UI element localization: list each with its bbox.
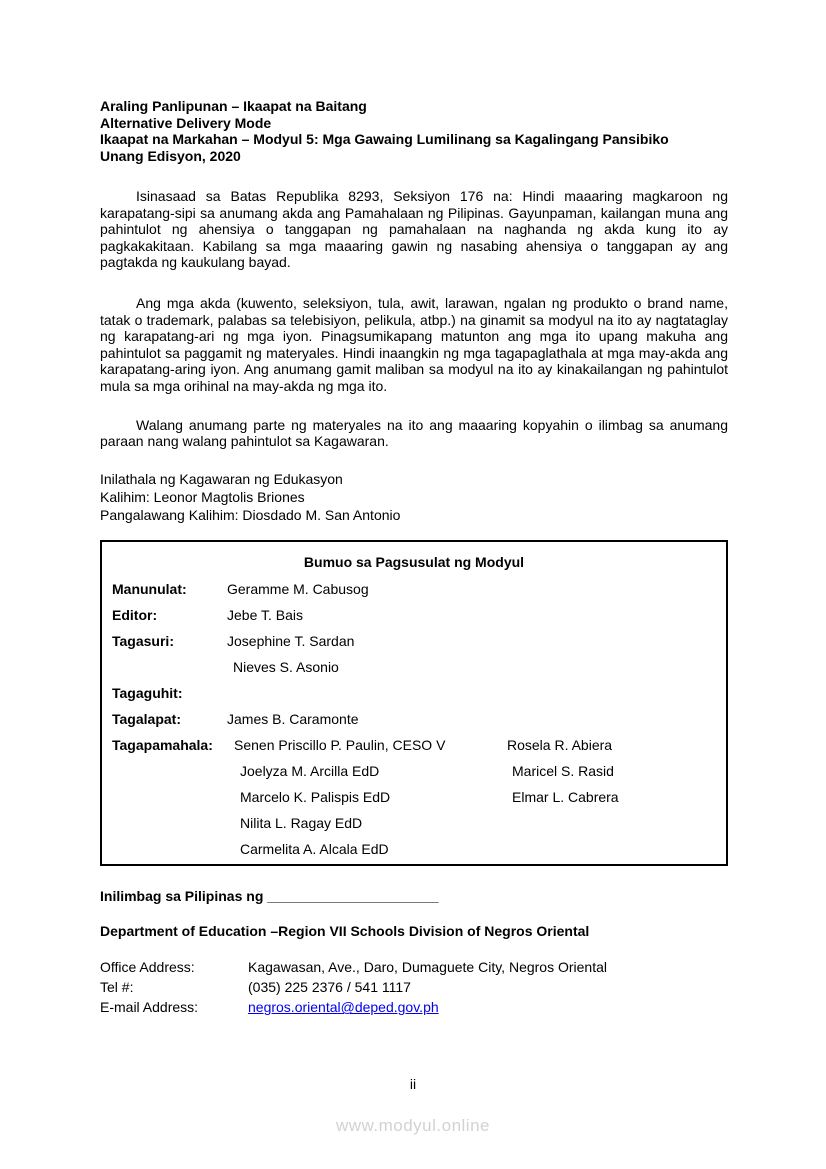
- credits-value: [227, 680, 512, 706]
- credits-row-management-4: [112, 810, 716, 836]
- contact-row-telephone: [100, 977, 728, 997]
- credits-value-secondary: Rosela R. Abiera: [507, 737, 613, 754]
- credits-label: Manunulat:: [112, 581, 187, 598]
- credits-value-secondary: [512, 680, 716, 706]
- credits-row-reviewer: [112, 628, 716, 654]
- division-title: Department of Education –Region VII Schools Division of Negros Oriental: [100, 923, 590, 940]
- contact-row-office-address: [100, 957, 728, 977]
- credits-value: Marcelo K. Palispis EdD: [240, 789, 391, 806]
- credits-value: Josephine T. Sardan: [227, 633, 355, 650]
- credits-row-writer: [112, 576, 716, 602]
- credits-value-secondary: [512, 576, 716, 602]
- credits-value-secondary: [512, 628, 716, 654]
- printed-in-label: Inilimbag sa Pilipinas ng: [100, 888, 268, 905]
- email-link[interactable]: negros.oriental@deped.gov.ph: [248, 999, 439, 1016]
- printed-in-line: [100, 888, 728, 905]
- credits-value: Nieves S. Asonio: [233, 659, 339, 676]
- credits-value: James B. Caramonte: [227, 711, 359, 728]
- publisher-block: [100, 470, 728, 524]
- credits-value: Joelyza M. Arcilla EdD: [240, 763, 380, 780]
- credits-value-secondary: [512, 654, 716, 680]
- credits-label: [112, 810, 227, 836]
- credits-label: Tagapamahala:: [112, 737, 213, 754]
- contact-value: Kagawasan, Ave., Daro, Dumaguete City, Negros Oriental: [248, 959, 607, 976]
- credits-label: Editor:: [112, 607, 158, 624]
- credits-row-management-5: [112, 836, 716, 862]
- credits-rows: [112, 576, 716, 862]
- credits-value: Carmelita A. Alcala EdD: [240, 841, 389, 858]
- printed-in-blank: ______________________: [267, 888, 439, 905]
- credits-value-secondary: [512, 810, 716, 836]
- credits-value-secondary: [512, 602, 716, 628]
- credits-value-secondary: [512, 706, 716, 732]
- credits-row-management: [112, 732, 716, 758]
- delivery-mode-line: Alternative Delivery Mode: [100, 114, 272, 131]
- credits-label: Tagalapat:: [112, 711, 181, 728]
- works-paragraph: Ang mga akda (kuwento, seleksiyon, tula, awit, larawan, ngalan ng produkto o brand name, tatak o trademark, palabas sa telebisiyon, pelikula, atbp.) na ginamit sa modyul na ito ay nagtataglay ng karapatang-ari ng mga iyon. Pinagsumikapang matunton ang mga ito upang makuha ang pahintulot sa paggamit ng materyales. Hindi inaangkin ng mga tagapaglathala at mga may-akda ang karapatang-aring iyon. Ang anumang gamit maliban sa modyul na ito ay kinakailangan ng pahintulot mula sa mga orihinal na may-akda ng mga ito.: [100, 294, 728, 394]
- credits-label: [112, 836, 227, 862]
- undersecretary-line: Pangalawang Kalihim: Diosdado M. San Antonio: [100, 506, 401, 523]
- page-content: [100, 98, 728, 1017]
- credits-value-secondary: [512, 836, 716, 862]
- credits-label: Tagasuri:: [112, 633, 174, 650]
- page-number: ii: [409, 1076, 417, 1092]
- document-header: [100, 98, 728, 164]
- contact-block: [100, 957, 728, 1017]
- contact-label: E-mail Address:: [100, 999, 199, 1016]
- credits-box: [100, 540, 728, 867]
- credits-label: [112, 758, 227, 784]
- subject-grade-line: Araling Panlipunan – Ikaapat na Baitang: [100, 98, 367, 114]
- credits-value-secondary: Maricel S. Rasid: [512, 763, 614, 780]
- secretary-line: Kalihim: Leonor Magtolis Briones: [100, 488, 305, 505]
- credits-value: Geramme M. Cabusog: [227, 581, 369, 598]
- credits-label: [112, 784, 227, 810]
- watermark: www.modyul.online: [335, 1116, 490, 1135]
- credits-label: [112, 654, 227, 680]
- credits-label: Tagaguhit:: [112, 685, 183, 702]
- contact-label: Tel #:: [100, 979, 134, 996]
- credits-value: Jebe T. Bais: [227, 607, 304, 624]
- permission-paragraph: Walang anumang parte ng materyales na ito ang maaaring kopyahin o ilimbag sa anumang paraan nang walang pahintulot sa Kagawaran.: [100, 416, 728, 450]
- credits-value: Nilita L. Ragay EdD: [240, 815, 363, 832]
- module-title-line: Ikaapat na Markahan – Modyul 5: Mga Gawaing Lumilinang sa Kagalingang Pansibiko: [100, 131, 669, 147]
- credits-row-layout-artist: [112, 706, 716, 732]
- edition-line: Unang Edisyon, 2020: [100, 147, 241, 164]
- credits-row-illustrator: [112, 680, 716, 706]
- credits-row-management-2: [112, 758, 716, 784]
- contact-label: Office Address:: [100, 959, 195, 976]
- credits-row-management-3: [112, 784, 716, 810]
- credits-value-secondary: Elmar L. Cabrera: [512, 789, 619, 806]
- credits-row-reviewer-2: [112, 654, 716, 680]
- credits-title: Bumuo sa Pagsusulat ng Modyul: [303, 553, 525, 570]
- copyright-paragraph: Isinasaad sa Batas Republika 8293, Seksiyon 176 na: Hindi maaaring magkaroon ng karapatang-sipi sa anumang akda ang Pamahalaan ng Pilipinas. Gayunpaman, kailangan muna ang pahintulot ng ahensiya o tanggapan ng pamahalaan na naghanda ng akda kung ito ay pagkakakitaan. Kabilang sa mga maaaring gawin ng nasabing ahensiya o tanggapan ay ang pagtakda ng kaukulang bayad.: [100, 188, 728, 271]
- credits-row-editor: [112, 602, 716, 628]
- contact-value: (035) 225 2376 / 541 1117: [248, 979, 411, 996]
- contact-row-email: [100, 997, 728, 1017]
- credits-value: Senen Priscillo P. Paulin, CESO V: [234, 737, 446, 754]
- published-by-line: Inilathala ng Kagawaran ng Edukasyon: [100, 470, 343, 487]
